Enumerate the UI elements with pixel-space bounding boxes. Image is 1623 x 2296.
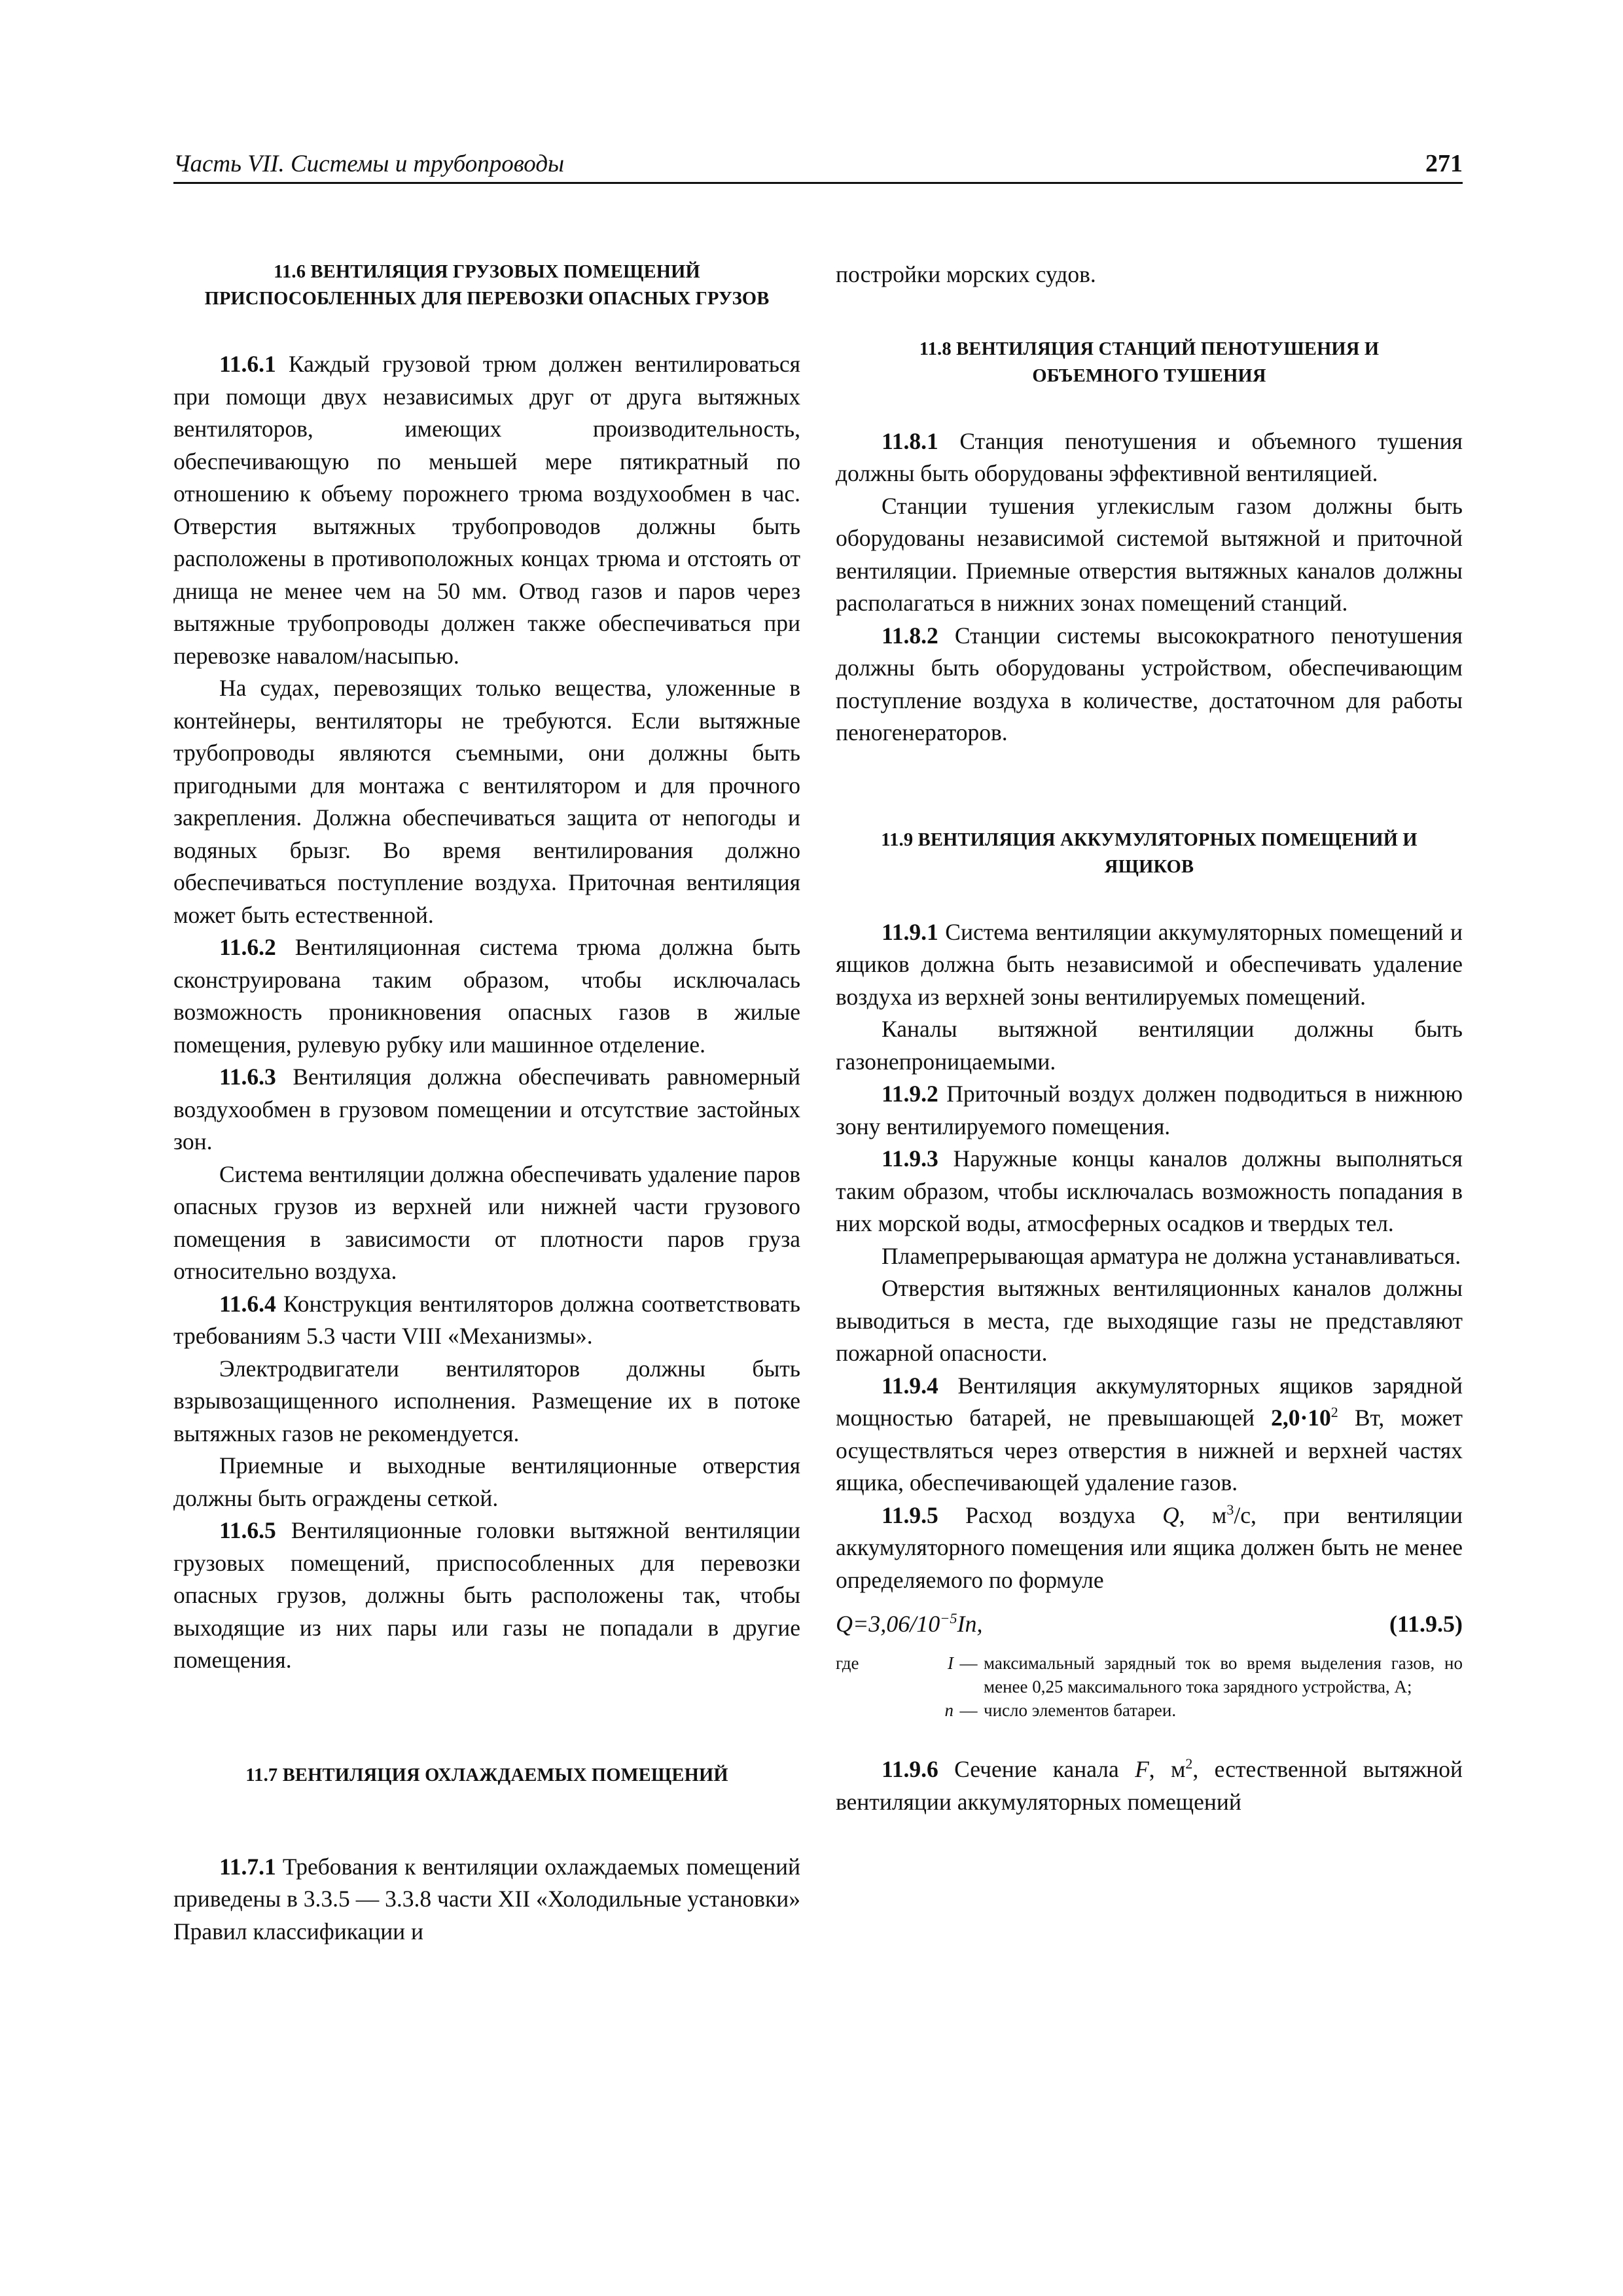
heading-11-8: 11.8 ВЕНТИЛЯЦИЯ СТАНЦИЙ ПЕНОТУШЕНИЯ И ОБЪЕМНОГО ТУШЕНИЯ <box>919 338 1380 386</box>
symbol-q: Q <box>1162 1501 1179 1528</box>
para-11-9-3 <box>836 1143 1463 1240</box>
clause-number: 11.6.5 <box>219 1517 276 1543</box>
para-11-7-1 <box>173 1851 800 1948</box>
para-text: /с, при вентиляции аккумуляторного помещения или ящика должен быть не менее определяемого по формуле <box>836 1501 1463 1593</box>
right-column <box>836 259 1463 1818</box>
para-11-9-6 <box>836 1753 1463 1818</box>
legend-item <box>914 1698 1463 1722</box>
legend-item <box>914 1651 1463 1698</box>
clause-number: 11.9.2 <box>882 1081 938 1107</box>
para-11-9-4 <box>836 1370 1463 1499</box>
para-11-9-1b: Каналы вытяжной вентиляции должны быть газонепроницаемыми. <box>836 1016 1463 1075</box>
para-text: Вентиляция аккумуляторных ящиков зарядной мощностью батарей, не превышающей <box>836 1372 1463 1431</box>
legend-text: число элементов батареи. <box>984 1700 1177 1720</box>
clause-number: 11.8.1 <box>882 427 938 454</box>
para-11-8-1b: Станции тушения углекислым газом должны быть оборудованы независимой системой вытяжной и приточной вентиляции. Приемные отверстия вытяжных каналов должны располагаться в нижних зонах помещений станций. <box>836 492 1463 616</box>
para-11-6-4 <box>173 1288 800 1353</box>
para-11-9-3c: Отверстия вытяжных вентиляционных каналов должны выводиться в места, где выходящие газы не представляют пожарной опасности. <box>836 1275 1463 1366</box>
running-header <box>173 145 1463 184</box>
heading-11-7: 11.7 ВЕНТИЛЯЦИЯ ОХЛАЖДАЕМЫХ ПОМЕЩЕНИЙ <box>245 1765 728 1785</box>
para-11-9-2 <box>836 1078 1463 1143</box>
para-text: Наружные концы каналов должны выполняться таким образом, чтобы исключалась возможность попадания в них морской воды, атмосферных осадков и твердых тел. <box>836 1145 1463 1236</box>
para-11-9-3b: Пламепрерывающая арматура не должна устанавливаться. <box>882 1242 1461 1269</box>
clause-number: 11.9.5 <box>882 1501 938 1528</box>
para-text: Вентиляционная система трюма должна быть сконструирована таким образом, чтобы исключалась возможность проникновения опасных газов в жилые помещения, рулевую рубку или машинное отделение. <box>173 934 801 1058</box>
para-text: Система вентиляции аккумуляторных помещений и ящиков должна быть независимой и обеспечивать удаление воздуха из верхней зоны вентилируемых помещений. <box>836 918 1463 1010</box>
para-text: , естественной вытяжной вентиляции аккумуляторных помещений <box>836 1756 1463 1815</box>
legend-dash: — <box>959 1700 978 1720</box>
heading-11-9: 11.9 ВЕНТИЛЯЦИЯ АККУМУЛЯТОРНЫХ ПОМЕЩЕНИЙ И ЯЩИКОВ <box>881 829 1418 877</box>
para-11-6-4b: Электродвигатели вентиляторов должны быть взрывозащищенного исполнения. Размещение их в потоке вытяжных газов не рекомендуется. <box>173 1355 800 1446</box>
page-number: 271 <box>1425 150 1463 177</box>
unit-text: , м <box>1179 1501 1227 1528</box>
formula-lhs: Q=3,06/10 <box>836 1611 940 1637</box>
clause-number: 11.8.2 <box>882 622 938 649</box>
clause-number: 11.9.4 <box>882 1372 938 1399</box>
para-11-9-1 <box>836 916 1463 1014</box>
para-11-8-2 <box>836 620 1463 749</box>
unit-exponent: 2 <box>1185 1755 1193 1772</box>
para-11-8-1 <box>836 425 1463 490</box>
unit-exponent: 3 <box>1226 1501 1234 1518</box>
clause-number: 11.6.1 <box>219 351 276 377</box>
para-11-6-1 <box>173 348 800 672</box>
para-text: Приточный воздух должен подводиться в нижнюю зону вентилируемого помещения. <box>836 1081 1463 1139</box>
power-value: 2,0·10 <box>1271 1405 1331 1431</box>
para-text: Сечение канала <box>954 1756 1119 1782</box>
clause-number: 11.6.4 <box>219 1290 276 1317</box>
para-11-9-5 <box>836 1499 1463 1597</box>
para-text: Станция пенотушения и объемного тушения должны быть оборудованы эффективной вентиляцией. <box>836 427 1463 486</box>
clause-number: 11.6.3 <box>219 1064 276 1090</box>
legend-dash: — <box>959 1653 978 1673</box>
clause-number: 11.6.2 <box>219 934 276 960</box>
para-11-6-2 <box>173 931 800 1061</box>
power-exponent: 2 <box>1330 1404 1338 1421</box>
para-text: Конструкция вентиляторов должна соответствовать требованиям 5.3 части VIII «Механизмы». <box>173 1290 801 1349</box>
para-text: Каждый грузовой трюм должен вентилироваться при помощи двух независимых друг от друга вытяжных вентиляторов, имеющих производительность, обеспечивающую по меньшей мере пятикратный по отношению к объему порожнего трюма воздухообмен в час. Отверстия вытяжных трубопроводов должны быть расположены в противоположных концах трюма и отстоять от днища не менее чем на 50 мм. Отвод газов и паров через вытяжные трубопроводы должен также обеспечиваться при перевозке навалом/насыпью. <box>173 351 801 669</box>
para-text: Расход воздуха <box>965 1501 1135 1528</box>
legend-text: максимальный зарядный ток во время выделения газов, но менее 0,25 максимального тока зарядного устройства, А; <box>984 1653 1463 1696</box>
para-11-6-1b: На судах, перевозящих только вещества, уложенные в контейнеры, вентиляторы не требуются. Если вытяжные трубопроводы являются съемными, они должны быть пригодными для монтажа с вентилятором и для прочного закрепления. Должна обеспечиваться защита от непогоды и водяных брызг. Во время вентилирования должно обеспечиваться поступление воздуха. Приточная вентиляция может быть естественной. <box>173 675 800 928</box>
clause-number: 11.9.1 <box>882 918 938 945</box>
legend-label: где <box>836 1653 859 1673</box>
header-title: Часть VII. Системы и трубопроводы <box>173 151 565 177</box>
para-11-6-5 <box>173 1515 800 1677</box>
formula-exponent: −5 <box>940 1610 957 1626</box>
unit-text: , м <box>1149 1756 1186 1782</box>
para-text: Станции системы высокократного пенотушения должны быть оборудованы устройством, обеспечивающим поступление воздуха в количестве, достаточном для работы пеногенераторов. <box>836 622 1463 745</box>
clause-number: 11.9.6 <box>882 1756 938 1782</box>
para-text: Вентиляция должна обеспечивать равномерный воздухообмен в грузовом помещении и отсутствие застойных зон. <box>173 1064 801 1155</box>
heading-11-6: 11.6 ВЕНТИЛЯЦИЯ ГРУЗОВЫХ ПОМЕЩЕНИЙ ПРИСПОСОБЛЕННЫХ ДЛЯ ПЕРЕВОЗКИ ОПАСНЫХ ГРУЗОВ <box>204 262 770 309</box>
para-11-6-3b: Система вентиляции должна обеспечивать удаление паров опасных грузов из верхней или нижней части грузового помещения в зависимости от плотности паров груза относительно воздуха. <box>173 1160 800 1284</box>
formula-number: (11.9.5) <box>1389 1611 1463 1637</box>
formula-legend <box>836 1651 1463 1722</box>
para-11-6-4c: Приемные и выходные вентиляционные отверстия должны быть ограждены сеткой. <box>173 1452 800 1511</box>
clause-number: 11.9.3 <box>882 1145 938 1172</box>
para-11-6-3 <box>173 1061 800 1158</box>
legend-symbol: I <box>948 1653 954 1673</box>
para-text: Вт, может осуществляться через отверстия в нижней и верхней частях ящика, обеспечивающей удаление газов. <box>836 1405 1463 1496</box>
para-text: Требования к вентиляции охлаждаемых помещений приведены в 3.3.5 — 3.3.8 части XII «Холодильные установки» Правил классификации и <box>173 1853 800 1945</box>
formula-11-9-5 <box>836 1605 1463 1642</box>
left-column <box>173 259 800 1948</box>
formula-rhs: In, <box>957 1611 983 1637</box>
para-continuation: постройки морских судов. <box>836 261 1096 287</box>
symbol-f: F <box>1135 1756 1149 1782</box>
para-text: Вентиляционные головки вытяжной вентиляции грузовых помещений, приспособленных для перевозки опасных грузов, должны быть расположены так, чтобы выходящие из них пары или газы не попадали в другие помещения. <box>173 1517 800 1673</box>
legend-symbol: n <box>944 1700 954 1720</box>
clause-number: 11.7.1 <box>219 1853 276 1880</box>
